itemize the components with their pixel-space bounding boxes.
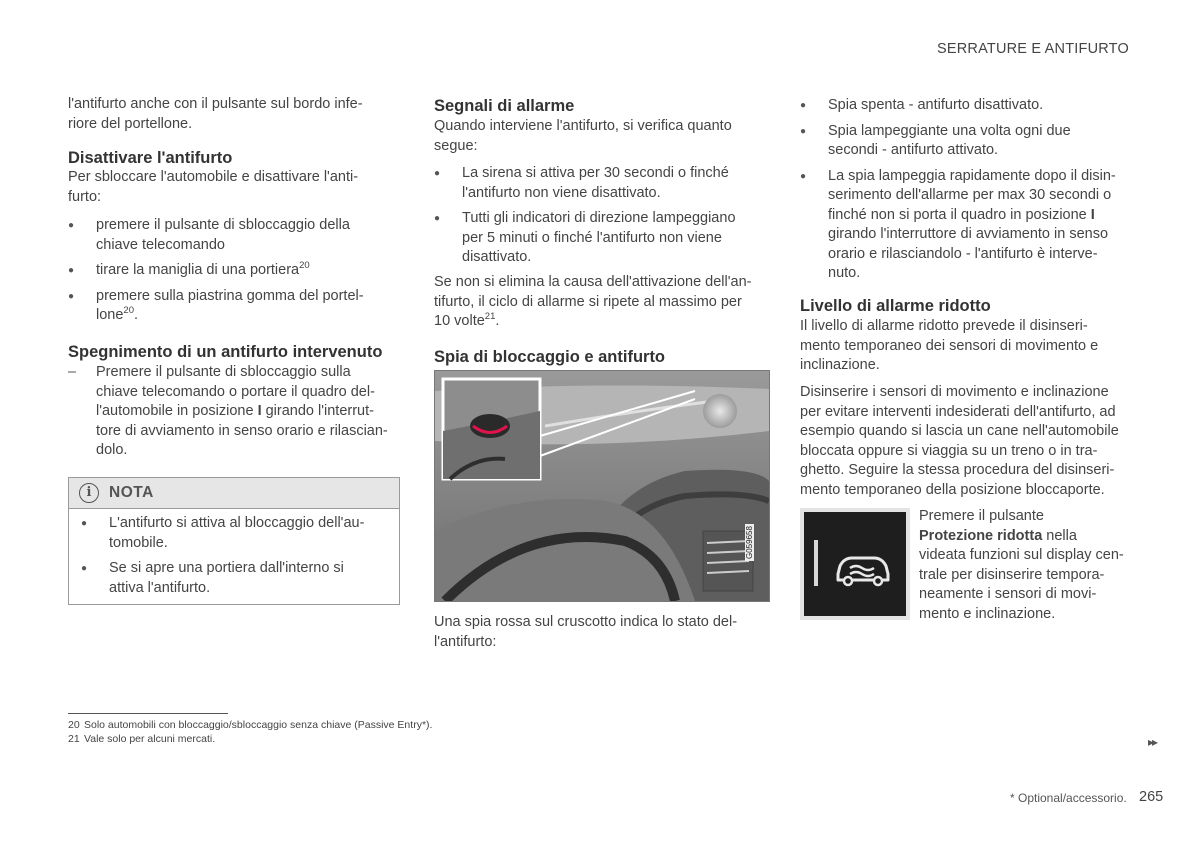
optional-note: * Optional/accessorio. [1010, 791, 1127, 805]
item-text: attiva l'antifurto. [109, 579, 211, 596]
figure-caption [434, 613, 768, 652]
item-text: premere il pulsante di sbloccaggio della [96, 217, 350, 233]
position-label: I [257, 403, 262, 419]
segnali-after [434, 273, 768, 332]
text-line: mento temporaneo della posizione bloccaporte. [800, 481, 1105, 498]
button-name: Protezione ridotta [919, 527, 1043, 544]
item-text: l'automobile in posizione [96, 403, 258, 419]
disattivare-list [68, 216, 400, 326]
dashboard-illustration [434, 370, 770, 602]
item-text: serimento dell'allarme per max 30 secondi o [828, 187, 1112, 203]
text-line: Il livello di allarme ridotto prevede il disinseri- [800, 318, 1088, 334]
text-line: Se non si elimina la causa dell'attivazione dell'an- [434, 274, 752, 290]
item-text: Se si apre una portiera dall'interno si [109, 560, 344, 576]
spegnimento-list [68, 363, 400, 461]
footnote-number: 20 [68, 719, 80, 731]
item-text: chiave telecomando [96, 236, 225, 253]
item-text: lone [96, 307, 124, 323]
double-chevron-right-icon[interactable]: ▸▸ [1148, 735, 1157, 749]
livello-p3 [919, 507, 1139, 624]
list-item [800, 167, 1136, 284]
item-text: girando l'interruttore di avviamento in senso [828, 226, 1109, 242]
footnote-20 [68, 719, 432, 732]
text-line: Quando interviene l'antifurto, si verifica quanto [434, 118, 732, 134]
list-item [68, 287, 400, 326]
item-text: Spia lampeggiante una volta ogni due [828, 122, 1071, 139]
figure-code: G059658 [745, 526, 754, 559]
item-text: L'antifurto si attiva al bloccaggio dell'au- [109, 515, 365, 531]
item-text: Tutti gli indicatori di direzione lampeggiano [462, 210, 736, 226]
text-line: segue: [434, 137, 478, 154]
item-text: La sirena si attiva per 30 secondi o finché [462, 165, 729, 181]
item-text: per 5 minuti o finché l'antifurto non viene [462, 229, 722, 246]
item-text: . [134, 307, 139, 323]
text-line: videata funzioni sul display cen- [919, 547, 1124, 563]
item-text: . [495, 313, 500, 329]
text-line [434, 312, 768, 332]
text-line: esempio quando si lascia un cane nell'automobile [800, 423, 1119, 439]
intro-line: l'antifurto anche con il pulsante sul bordo infe- [68, 96, 363, 112]
text-line: per evitare interventi indesiderati dell'antifurto, ad [800, 403, 1116, 420]
item-text: tomobile. [109, 534, 168, 551]
list-item [81, 559, 386, 598]
heading-spia: Spia di bloccaggio e antifurto [434, 348, 666, 366]
footnote-text: Vale solo per alcuni mercati. [84, 733, 216, 745]
text-line: mento e inclinazione. [919, 605, 1056, 622]
text-line: l'antifurto: [434, 633, 497, 650]
spia-status-list [800, 96, 1136, 284]
list-item [434, 209, 768, 268]
heading-segnali: Segnali di allarme [434, 97, 575, 115]
list-item [81, 514, 386, 553]
text-line: trale per disinserire tempora- [919, 566, 1105, 583]
note-title: NOTA [109, 484, 154, 501]
item-text: chiave telecomando o portare il quadro del- [96, 383, 375, 400]
intro-line: riore del portellone. [68, 115, 193, 132]
item-text: dolo. [96, 442, 128, 458]
section-title: SERRATURE E ANTIFURTO [937, 41, 1129, 57]
heading-disattivare: Disattivare l'antifurto [68, 149, 233, 167]
text-line: Una spia rossa sul cruscotto indica lo stato del- [434, 614, 738, 630]
item-text: l'antifurto non viene disattivato. [462, 184, 661, 201]
segnali-list [434, 164, 768, 268]
footnote-divider [68, 713, 228, 714]
item-text: nella [1042, 527, 1077, 544]
item-text: tore di avviamento in senso orario e rilascian- [96, 422, 388, 439]
footnote-number: 21 [68, 733, 80, 745]
text-line: Disinserire i sensori di movimento e inclinazione [800, 384, 1109, 400]
dashboard-drawing [435, 371, 769, 601]
livello-p1 [800, 317, 1136, 376]
item-text: finché non si porta il quadro in posizione [828, 206, 1091, 223]
list-item [68, 261, 400, 281]
info-icon: i [79, 483, 99, 503]
list-item [800, 122, 1136, 161]
footnote-ref[interactable]: 20 [299, 260, 310, 272]
footnote-ref[interactable]: 20 [123, 305, 134, 317]
heading-spegnimento: Spegnimento di un antifurto intervenuto [68, 343, 383, 361]
livello-p2 [800, 383, 1136, 500]
note-list [81, 514, 386, 598]
intro-paragraph [68, 95, 400, 134]
disattivare-text [68, 168, 400, 207]
item-text: Premere il pulsante di sbloccaggio sulla [96, 364, 351, 380]
text-line: bloccata oppure si viaggia su un treno o in tra- [800, 442, 1098, 459]
note-header [69, 478, 399, 509]
protezione-ridotta-button-image [800, 508, 910, 620]
list-item [68, 363, 400, 461]
heading-livello: Livello di allarme ridotto [800, 297, 991, 315]
item-text: disattivato. [462, 249, 532, 265]
car-tilt-sensor-icon [800, 508, 910, 620]
page-number: 265 [1139, 789, 1164, 805]
text-line: Per sbloccare l'automobile e disattivare l'anti- [68, 169, 359, 185]
text-line: neamente i sensori di movi- [919, 586, 1097, 602]
footnote-text: Solo automobili con bloccaggio/sbloccaggio senza chiave (Passive Entry*). [84, 719, 433, 731]
list-item [800, 96, 1136, 116]
item-text: nuto. [828, 265, 861, 281]
position-label: I [1090, 206, 1095, 223]
text-line: Premere il pulsante [919, 508, 1044, 524]
item-text: Spia spenta - antifurto disattivato. [828, 97, 1044, 113]
item-text: tirare la maniglia di una portiera [96, 262, 300, 278]
list-item [434, 164, 768, 203]
item-text: secondi - antifurto attivato. [828, 142, 999, 158]
text-line: inclinazione. [800, 357, 880, 373]
segnali-text [434, 117, 768, 156]
text-line: mento temporaneo dei sensori di movimento e [800, 337, 1099, 354]
text-line: furto: [68, 188, 102, 205]
item-text: girando l'interrut- [261, 403, 374, 419]
footnote-ref[interactable]: 21 [484, 311, 496, 323]
item-text: La spia lampeggia rapidamente dopo il disin- [828, 167, 1116, 184]
item-text: 10 volte [434, 313, 485, 329]
list-item [68, 216, 400, 255]
item-text: orario e rilasciandolo - l'antifurto è interve- [828, 245, 1098, 262]
text-line: tifurto, il ciclo di allarme si ripete al massimo per [434, 293, 742, 310]
note-box [68, 477, 400, 605]
text-line [919, 527, 1139, 547]
item-text: premere sulla piastrina gomma del portel- [96, 287, 364, 304]
text-line: ghetto. Seguire la stessa procedura del disinseri- [800, 462, 1115, 478]
footnote-21 [68, 733, 215, 746]
